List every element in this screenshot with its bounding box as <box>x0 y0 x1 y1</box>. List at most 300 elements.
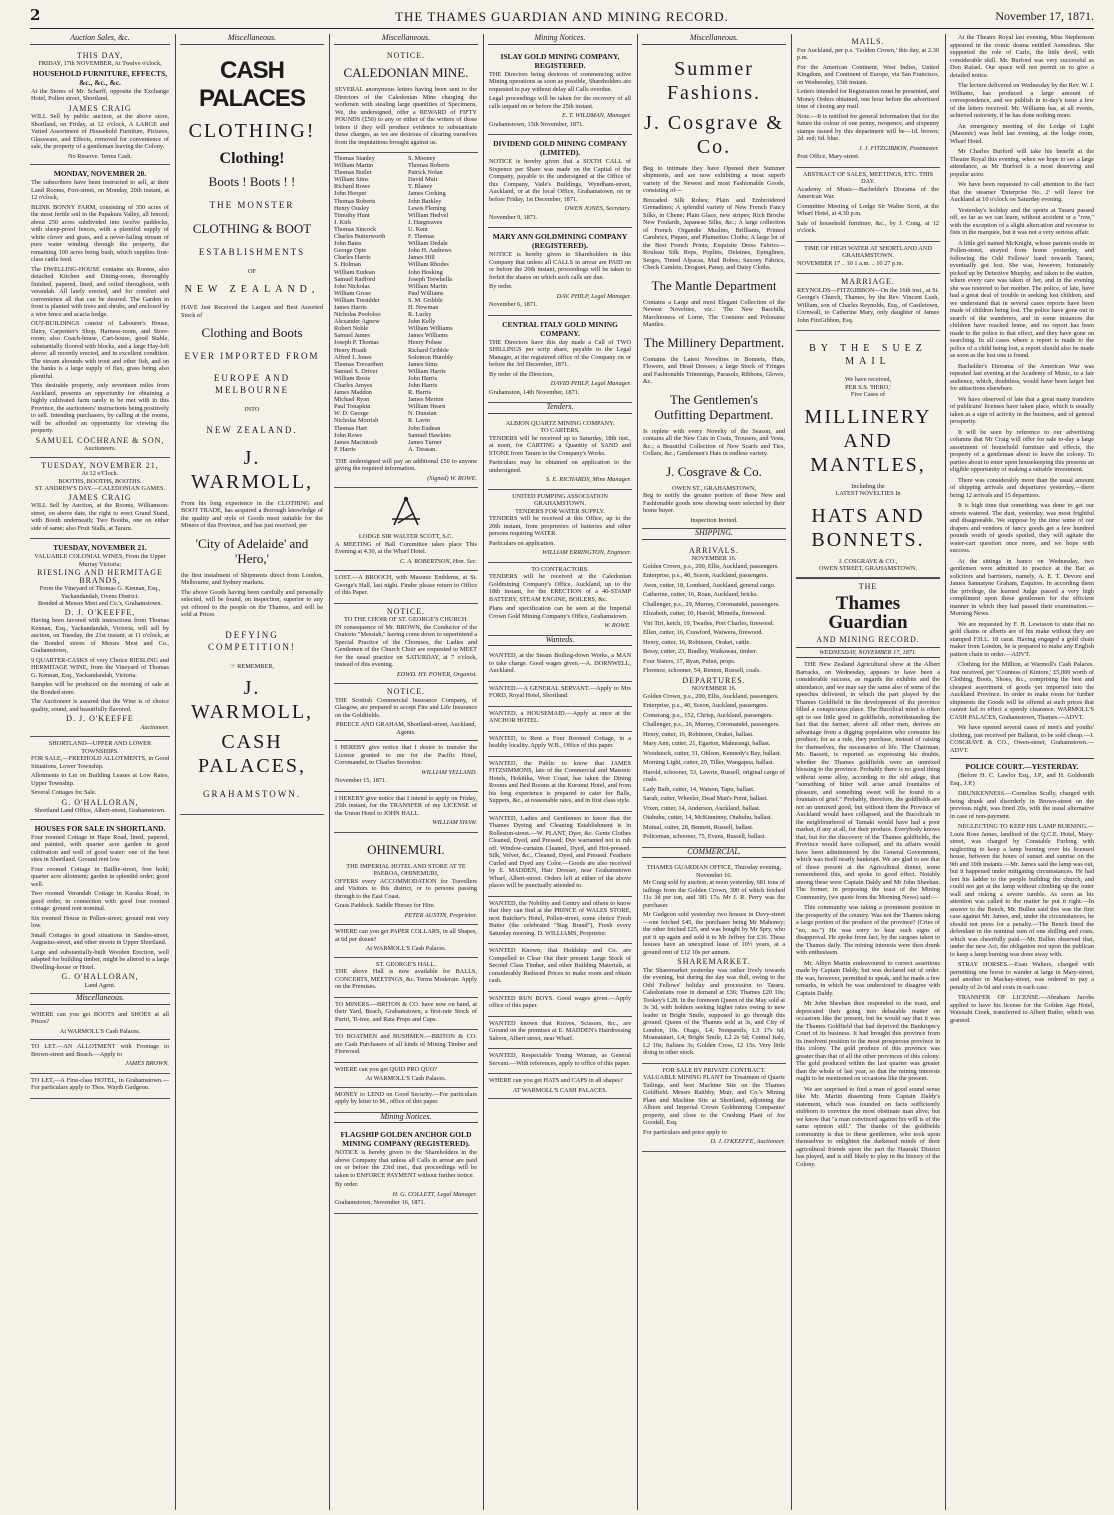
ad-heading: ABSTRACT OF SALES, MEETINGS, ETC. THIS DAY. <box>802 170 934 185</box>
advertisement <box>642 861 786 1064</box>
advertisement <box>488 992 632 1017</box>
ad-text: THE above Hall is now available for BALLS, CONCERTS, MEETINGS, &c. Terms Moderate. Apply on the Premises. <box>335 968 477 991</box>
ad-text: Golden Crown, p.s., 200, Ellis, Auckland, passengers. <box>643 562 779 570</box>
ad-signature: DAV. PHILP, Legal Manager. <box>556 292 631 300</box>
signatory-name: S. M. Gribble <box>408 296 443 304</box>
ad-heading: AT WARMOLL'S CASH PALACES. <box>512 1086 608 1094</box>
signatory-name: R. Lucky <box>408 311 432 319</box>
ad-heading: THAMES GUARDIAN OFFICE, Thursday evening, November 16. <box>646 864 782 879</box>
ad-text: The above Goods having been carefully and personally selected, will be found, on inspection, superior to any yet offered to the people on the Thames, and will be sold at Prices <box>181 588 323 618</box>
ad-heading: MARRIAGE. <box>841 277 895 286</box>
ad-text: WANTED, Respectable Young Woman, as General Servant.—With references, apply to office of this paper. <box>489 1052 631 1067</box>
ad-heading: NOVEMBER 16. <box>691 685 737 692</box>
ad-signature: C. A. ROBERTSON, Hon. Sec. <box>399 557 477 565</box>
signatory-name: William Tresidder <box>334 296 380 304</box>
section-heading: Wanteds. <box>488 636 632 647</box>
news-paragraph: TRANSFER OF LICENSE.—Abraham Jacobs applied to have his license for the Golden Age Hotel, Waiotahi Creek, transferred to Albert Butler, which was granted. <box>950 994 1094 1024</box>
ad-text: Catherine, cutter, 16, Roan, Auckland, bricks. <box>643 591 758 598</box>
signatory-name: John Harris <box>408 382 438 389</box>
ad-heading: At 12 o'Clock. <box>81 470 119 477</box>
ad-text: OUT-BUILDINGS consist of Labourer's House, Dairy, Carpenter's Shop, Harness-room, and Store-room; also Coach-house, Cart-house, good Stable, substantially floored with blocks, and a large Hay-loft above: all recently erected, and in excellent condition. The stream abounds with trout and other fish, and on the banks is a large supply of flax, grass being also plentiful. <box>31 320 169 380</box>
ad-heading: ☞ REMEMBER, <box>229 662 275 670</box>
editorial-the: THE <box>858 581 878 591</box>
signatory-name: John Nicholas <box>334 282 370 290</box>
signatory-name: William Rosie <box>334 374 371 382</box>
ad-heading: NOTICE. <box>386 606 426 616</box>
ad-text: Brocaded Silk Robes; Plain and Embroidered Grenadines; A splendid variety of New French Fancy Silks, in Chene; Plain Glace, new stripes; Rich Broche New Foulards, Japanese Silks, &c.; A large collection of French Organdie Muslins, Brilliants, Printed Cambrics, Piques, and Plumetties Cloths; A large lot of the Best French Prints; Exquisite Dress Fabrics—Rouleau Silk Reps, Poplins, Delaines, Epinglines, Serges, Tinted Alpacas, Mail Robes; Saxony Fabrics, Check Camlets; Droguet, Pansy, and Daisy Cloths. <box>643 196 785 271</box>
section-heading: Miscellaneous. <box>180 34 324 45</box>
ad-text: This desirable property, only seventeen miles from Auckland, presents an opportunity for obtaining a highly cultivated farm rarely to be met with in this Province, the auctioneers' instructions being positively to sell. Intending purchasers, by calling at the rooms, will be afforded an opportunity for viewing the property. <box>31 382 169 434</box>
signatory-name: S. Mooney <box>408 155 436 162</box>
section-heading: Mining Notices. <box>488 34 632 45</box>
ad-text: Four roomed Cottage in Hape Road, lined, papered, and painted, with quarter acre garden in good cultivation and well of good water: one of the best sites in Shortland. Ground rent low. <box>31 833 169 863</box>
ad-text: The DWELLING-HOUSE contains six Rooms, also detached Kitchen and Dining-room, thoroughly finished, papered, lined, and ceiled throughout, with verandah. All lately erected, and for comfort and convenience all that can be desired. The Garden in front is planted with trees and shrubs, and enclosed by a wire fence and acacia hedge. <box>31 265 169 318</box>
signatory-name: Henry Polsue <box>408 339 443 347</box>
signatory-name: John H. Andrews <box>408 247 452 255</box>
ad-text: WANTED, to Rent a Four Roomed Cottage, in a healthy locality. Apply W.B., Office of this paper. <box>489 734 631 749</box>
advertisement <box>30 737 170 820</box>
signatory-name: Thomas Stanley <box>334 155 375 162</box>
signatory-name: William Dedale <box>408 240 448 248</box>
news-paragraph: At the sittings in banco on Wednesday, two gentlemen were admitted to practice at the Bar as solicitors and barristers, namely, A. E. T. Devore and James Sannatyne Graham, Esquires. In according them the privilege, the learned Judge passed a very high compliment upon these gentlemen for the efficient manner in which they had passed their examination.—Morning News. <box>950 557 1094 617</box>
advertisement <box>334 1030 478 1063</box>
ad-text: WANTED Known, that Holdship and Co. are Compelled to Clear Out their present Large Stock of Second Class Timber, and other Building Materials, at considerably Reduced Prices to make room and obtain cash. <box>489 947 631 984</box>
ad-heading: ST. GEORGE'S HALL. <box>375 960 437 968</box>
ad-heading: OHINEMURI. <box>367 841 445 857</box>
signatory-name: James Hill <box>408 254 435 262</box>
signatory-name: Richard Gribble <box>408 346 449 354</box>
news-paragraph: (Before H. C. Lawlor Esq., J.P., and H. Goldsmith Esq., J.P.) <box>950 772 1094 787</box>
editorial-subtitle: AND MINING RECORD. <box>816 635 920 644</box>
ad-text: By order. <box>335 1181 359 1189</box>
advertisement <box>30 539 170 737</box>
ad-text: NOTICE is hereby given to the Shareholders in the above Company that unless all Calls in arrear are paid on or before the 23rd inst., that proceedings will be taken to ENFORCE PAYMENT without further notice. <box>335 1149 477 1179</box>
ad-text: Academy of Music—Bachelder's Diorama of the American War. <box>797 185 939 200</box>
ad-text: Mary Ann, cutter, 21, Egarton, Mahurangi, ballast. <box>643 740 771 747</box>
ad-heading: UNITED PUMPING ASSOCIATION GRAHAMSTOWN. <box>512 492 608 507</box>
signatory-name: William Hedvel <box>408 211 449 219</box>
ad-text: Four roomed Cottage in Baillie-street, free hold; quarter acre allotment; garden in splendid order; good well. <box>31 865 169 888</box>
ad-text: TO MINERS.—BRITON & CO. have now on hand, at their Yard, Beach, Grahamstown, a first-rate Stock of Puriri, Ti-tree, and Rata Props and Caps. <box>335 1000 477 1023</box>
column-5 <box>642 34 786 1510</box>
ad-heading: J. Cosgrave & Co. <box>644 111 784 158</box>
ad-heading: SAMUEL COCHRANE & SON, <box>35 435 165 445</box>
ad-text: Committee Meeting of Lodge Sir Walter Scott, at the Wharf Hotel, at 4.30 p.m. <box>797 202 939 217</box>
ad-heading: D. J. O'KEEFFE <box>66 714 134 723</box>
ad-text: Large and substantially-built Wooden Erection, well adapted for building timber, might be altered to a large Dwelling-house or Hotel. <box>31 948 169 971</box>
advertisement <box>642 48 786 530</box>
ad-text: Allotments to Let on Building Leases at Low Rates, Upper Township. <box>31 772 169 787</box>
ad-signature: PETER AUSTIN, Proprietor. <box>404 911 477 919</box>
signatory-name: Samuel Hawkins <box>408 431 451 439</box>
ad-text: Beg to notify the greater portion of these New and Fashionable goods now showing were selected by their home buyer. <box>643 492 785 514</box>
signatory-name: James Harris <box>334 303 367 311</box>
signatory-name: U. Kent <box>408 225 428 233</box>
ad-signature: JAMES BROWN. <box>125 1060 169 1067</box>
ad-text: The Sharemarket yesterday was rather lively towards the evening, but during the day was dull, owing to the Odd Fellows' holiday and procession to Tararu. Caledonians rose in demand at £36; Thames £20 10s; Tookey's L28. In the forenoon Queen of the May sold at 3s 3d, with holders seeking higher rates owing to new leader in Bright Smile, supposed to go through this ground. Queen of the Thames sold at 3s, and City of London, 10s. Otago, L4; Nonpareils, L3 17s 6d; Moanataiari, L4; Bright Smile, L2 2s 6d; Central Italy, L2 10s; Italians 3s; Golden Cross, 12 15s. Very little doing in other stock. <box>643 966 785 1056</box>
ad-text: THE Directors being desirous of commencing active Mining operations as soon as possible, Shareholders are requested to pay without delay all Calls overdue. <box>489 70 631 93</box>
ad-heading: CASH PALACES <box>199 56 305 112</box>
ad-heading: Land Agent. <box>84 981 116 989</box>
column-rule <box>175 34 176 1510</box>
signatory-name: John Kelly <box>408 318 436 326</box>
ad-text: WHERE can you get BOOTS and SHOES at all Prices? <box>31 1010 169 1025</box>
ad-heading: J. WARMOLL, <box>190 677 314 723</box>
ad-text: the first instalment of Shipments direct from London, Melbourne, and Sydney markets. <box>181 571 323 586</box>
signatory-name: R. Lavin <box>408 417 431 425</box>
news-paragraph: Bachelder's Diorama of the American War was repeated last evening at the Academy of Music, to a fair audience, which, doubtless, would have been larger but for attractions elsewhere. <box>950 362 1094 392</box>
ad-text: WANTED RUN BOYS. Good wages given.—Apply office of this paper. <box>489 994 631 1009</box>
news-paragraph: A little girl named McKnight, whose parents reside in Pollen-street, strayed from home yesterday, and following the Odd Fellows' band towards Tararu, eventually got lost. She was, however, fortunately picked up by Detective Murphy, and taken to the station, where every care was taken of her, and in the evening she was restored to her mother. The police, of late, have had a great deal of trouble in seeking lost children, and we understand that in several cases reports have been made of children being lost. The police have gone out in search of the wanderers, and in some instances the children have reached home, and no report has been made to the police to that effect, and they have gone on searching. In all cases where a report is made to the police of a child being lost, a report should also be made as soon as the lost one is found. <box>950 239 1094 359</box>
advertisement <box>334 1063 478 1088</box>
ad-heading: The Mantle Department <box>651 277 777 293</box>
advertisement <box>796 242 940 275</box>
ad-heading: EUROPE AND MELBOURNE <box>213 373 291 395</box>
ad-text: I HEREBY give notice that I desire to transfer the License granted to me for the Pacific Hotel, Coromandel, to Charles Snowdon. <box>335 744 477 767</box>
signatory-name: John Hosking <box>408 268 443 276</box>
ad-signature: DAVID PHILP, Legal Manager. <box>550 380 631 387</box>
ad-heading: Including the <box>851 482 885 490</box>
ad-signature: S. E. RICHARDS, Mine Manager. <box>546 476 631 483</box>
signatory-name: N. Dunstan <box>408 410 437 418</box>
column-3 <box>334 34 478 1510</box>
signatory-name: Henry Ousley <box>334 204 370 212</box>
column-rule <box>637 34 638 1510</box>
ad-text: Legal proceedings will be taken for the recovery of all calls unpaid on or before the 25th instant. <box>489 95 631 110</box>
ad-heading: CLOTHING! <box>188 119 316 142</box>
column-2 <box>180 34 324 1510</box>
advertisement <box>334 833 478 926</box>
ad-heading: CENTRAL ITALY GOLD MINING COMPANY. <box>502 319 618 338</box>
advertisement <box>488 228 632 316</box>
signatory-name: James Turner <box>408 438 442 446</box>
signatory-name: James Williams <box>408 332 448 340</box>
ad-text: THE Scottish Commercial Insurance Company, of Glasgow, are prepared to accept Fire and Life Insurance on the Goldfields. <box>335 696 477 719</box>
news-paragraph: An emergency meeting of the Lodge of Light (Masonic) was held last evening, at the lodge room, Wharf Hotel. <box>950 122 1094 145</box>
news-paragraph: There was considerably more than the usual amount of shipping arrivals and departures yesterday,—there being 12 arrivals and 15 departures. <box>950 476 1094 499</box>
signatory-name: Alfred J. Jones <box>334 353 372 361</box>
ad-heading: BY THE SUEZ MAIL <box>809 343 927 367</box>
ad-heading: LATEST NOVELTIES In <box>835 490 901 497</box>
ad-text: TO LET,—A First-class HOTEL, in Grahamstown.—For particulars apply to Thos. Wayth Gudgeon. <box>31 1076 169 1091</box>
newspaper-title: THE THAMES GUARDIAN AND MINING RECORD. <box>395 9 729 24</box>
signatory-name: James Macintosh <box>334 438 378 446</box>
ad-heading: INTO <box>244 406 260 413</box>
signatory-name: Alexander Agnew <box>334 318 380 326</box>
ad-signature: H. G. COLLETT, Legal Manager. <box>392 1190 477 1198</box>
advertisement <box>334 792 478 833</box>
section-heading: COMMERCIAL. <box>642 848 786 859</box>
ad-heading: Clothing! <box>219 149 285 167</box>
ad-heading: Summer Fashions. <box>666 57 762 104</box>
ad-text: Otahuhu, cutter, 14, McKinninny, Otahuhu, ballast. <box>643 814 773 821</box>
ad-heading: At WARMOLL'S Cash Palaces. <box>365 1075 447 1083</box>
ad-text: WANTED.—A GENERAL SERVANT.—Apply to Mrs FORD, Royal Hotel, Shortland. <box>489 684 631 699</box>
ad-text: Small Cottages in good situations in Sandes-street, Augustus-street, and other streets in Upper Shortland. <box>31 931 169 946</box>
news-paragraph: NEGLECTING TO KEEP HIS LAMP BURNING.—Louis Rose James, landlord of the Q.C.E. Hotel, Mary-street, was charged by Constable Furlong with neglecting to keep a lamp burning over his licensed house, between the hours of sunset and sunrise on the 9th and 10th instants.—Mr. James said the lamp was out, but it happened under mitigating circumstances. He had lent his ladder to the people building the church, and could not get at the lamp without climbing up the outer wall and risking a severe tumble. As soon as his attention was called to the matter he put it right.—In answer to the Bench, Mr. Bullen said this was the first case against Mr. James, and, under the circumstances, he should not press for a penalty.—The Bench fined the defendant in the nominal sum of one shilling and costs, which was cheerfully paid.—Mr. Bullen observed that, under the new Act, the obligation rest upon the publican to keep a lamp burning was done away with. <box>950 823 1094 958</box>
news-paragraph: At the Theatre Royal last evening, Miss Stephenson appeared in the comic drama entitled Asmodeus. She supported the role of Carlo, the little devil, with considerable skill. Mr. Burford was very successful as Don Rafael. Our space will not permit us to give a detailed notice. <box>950 34 1094 79</box>
advertisement <box>488 757 632 812</box>
ad-heading: THIS DAY, <box>76 50 124 60</box>
ad-text: November 9, 1871. <box>489 213 538 221</box>
signatory-name: Michael Ryan <box>334 396 370 404</box>
news-paragraph: DRUNKENNESS.—Cornelius Scully, charged with being drunk and disorderly in Brown-street on the previous night, was fined 20s, with the usual alternative in case of non-payment. <box>950 790 1094 820</box>
ad-text: Mr Craig sold by auction, at noon yesterday, 681 tons of tailings from the Golden Crown, 300 of which fetched 11s 3d per ton, and 381 17s. Mr J. R. Perry was the purchaser. <box>643 879 785 909</box>
section-heading: Tenders. <box>488 403 632 414</box>
signatory-name: A. Treasan. <box>408 445 437 453</box>
ad-heading: At WARMOLL'S Cash Palaces. <box>365 945 447 953</box>
editorial-paragraph: THE New Zealand Agricultural show at the Albert Barracks, on Wednesday, appears to have been a considerable success, as regards the exhibits and the attendance, and we may say the same also of some of the speeches delivered, in which the part played by the Thames Goldfield in the development of the province filled a conspicuous place. The Bucolical mind is often apt to see little good in goldfields, notwithstanding the fact that the farmer, above all other men, derives an advantage from a digging population who consume his produce; for as a rule, they purchase, instead of raising for themselves, the necessaries of life. The Chairman, Mr. Bassett, is reported as expressing his doubts, whether the Thames goldfields were an unmixed blessing to the province. Probably there is no good thing without some alloy, according to the old adage, that "something of bitter will arise amid fountains of pleasure, and something sweet will be found in a fountain of grief." Probably, therefore, the goldfields are not an unmixed good, but without them the Province of Auckland would have collapsed, and the Bucolicals in the neighbourhood of Tamaki would have had a poor market, if any at all, for their produce. Everybody knows that, but for the discovery of the Thames goldfields, the Province would have collapsed, and its affairs would have been administered by the General Government, which was itself nearly bankrupt. We are glad to see that of those present at the Agricultural dinner, some remembered this, and spoke to good effect. Notably among these were Captain Daldy and Mr John Sheehan. The former, in proposing the toast of the Mining Community, (we quote from the Morning News) said:— <box>796 661 940 901</box>
ad-text: WHERE can you get PAPER COLLARS, in all Shapes, at 6d per dozen? <box>335 928 477 943</box>
editorial-paragraph: We are surprised to find a man of good sound sense like Mr. Martin dissenting from Captain Daldy's statement, which was founded on facts sufficiently stubborn to convince the most obstinate man alive; but we know that "a man convinced against his will is of the same opinion still." The thanks of the goldfields community is due to these gentlemen, who took upon themselves to enlighten the darkened minds of their agricultural friends upon the part the Hauraki District has played, and is still likely to play in the history of the Colony. <box>796 1085 940 1168</box>
signatory-name: William Harris <box>408 367 446 375</box>
ad-text: FOR SALE,—FREEHOLD ALLOTMENTS, in Good Situations, Lower Township. <box>31 755 169 770</box>
ad-text: LOST.—A BROOCH, with Masonic Emblems, at St. George's Hall, last night. Finder please return to Office of this Paper. <box>335 574 477 597</box>
ad-heading: OWEN STREET, GRAHAMSTOWN. <box>818 565 918 572</box>
ad-text: I HEREBY give notice that I intend to apply on Friday, 25th instant, for the TRANSFER of my LICENSE of the Union Hotel to JOHN HALL. <box>335 794 477 817</box>
advertisement <box>796 34 940 168</box>
ad-heading: NEW ZEALAND. <box>206 424 298 435</box>
news-paragraph: STRAY HORSES.—Esau Walters, charged with permitting one horse to wander at large in Mary-street, and another in Mackay-street, was ordered to pay a penalty of 2s 6d and costs in each case. <box>950 961 1094 991</box>
advertisement <box>334 741 478 792</box>
ad-text: Bessy, cutter, 23, Bradley, Waikawau, timber. <box>643 648 758 655</box>
ad-text: By order. <box>489 283 513 290</box>
ad-text: Henry, cutter, 16, Robinson, Orakei, cattle. <box>643 638 751 646</box>
advertisement <box>488 563 632 636</box>
ad-heading: At WARMOLL'S Cash Palaces. <box>59 1027 141 1035</box>
signatory-name: Nicholas Morrish <box>334 417 379 425</box>
signatory-name: Patrick Nolan <box>408 169 443 177</box>
signatory-name: James Merton <box>408 396 444 404</box>
signatory-name: William Sims <box>334 176 369 184</box>
ad-heading: SHAREMARKET. <box>677 957 751 966</box>
ad-text: 9 QUARTER-CASKS of very Choice RIESLING and HERMITAGE WINE, from the Vineyard of Thomas G. Kennan, Esq., Yackandandah, Victoria. <box>31 656 169 679</box>
ad-text: TO LET.—AN ALLOTMENT with Frontage to Brown-street and Beach.—Apply to <box>31 1043 169 1058</box>
ad-text: TENDERS will be received at this Office, up to the 20th instant, from proprietors of batteries and other persons requiring WATER. <box>489 515 631 537</box>
advertisement <box>334 925 478 958</box>
advertisement <box>488 897 632 945</box>
signatory-name: Charles Butterworth <box>334 233 386 241</box>
ad-text: By order of the Directors, <box>489 370 554 378</box>
ad-heading: From the Vineyard of Thomas G. Kennan, Esq., Yackandandah, Ovens District. <box>39 585 161 600</box>
ad-text: Plans and specification can be seen at the Imperial Crown Gold Mining Company's Office, Grahamstown. <box>489 605 631 620</box>
column-4 <box>488 34 632 1510</box>
ad-text: THE Directors have this day made a Call of TWO SHILLINGS per scrip share, payable to the Legal Manager, at the registered office of the Company on or before the 3rd December, 1871. <box>489 338 631 368</box>
ad-heading: MAILS. <box>851 37 885 46</box>
signatory-name: Lewis Fleming <box>408 204 446 212</box>
ad-text: WILL Sell by Auction, at the Rooms, Williamson-street, on above date, the right to erect Grand Stand, with Booth underneath; Two Booths, one on either side of same; also Fruit Stalls, at Tararu. <box>31 502 169 532</box>
advertisement <box>488 812 632 897</box>
ad-heading: ISLAY GOLD MINING COMPANY, REGISTERED. <box>500 51 620 70</box>
signatory-name: Samuel S. Driver <box>334 367 378 375</box>
signatory-name: John Hooper <box>334 190 367 198</box>
advertisement <box>30 458 170 540</box>
advertisement <box>30 1040 170 1074</box>
signatory-name: John Rowe <box>334 431 363 439</box>
signatory-name: Thomas Butler <box>334 169 372 177</box>
signatory-name: Charles Amyes <box>334 382 373 389</box>
ad-heading: Shortland Land Office, Albert-street, Grahamstown. <box>34 807 166 814</box>
signatory-name: John Bates <box>334 240 362 248</box>
ad-text: WHERE can you get QUID PRO QUO? <box>335 1065 438 1073</box>
ad-heading: G. O'HALLORAN, <box>61 972 139 981</box>
signatory-name: James Corking <box>408 190 446 198</box>
ad-heading: JAMES CRAIG <box>68 103 132 113</box>
advertisement <box>488 1074 632 1099</box>
news-paragraph: Yesterday's holiday and the sports at Tararu passed off, so far as we can learn, without accident or a "row," with the exception of a slight altercation and recourse to fists in the marquee, but it was not a very serious affair. <box>950 206 1094 236</box>
ad-text: Letters intended for Registration must be presented, and Money Orders obtained, one hour before the advertised time of closing any mail. <box>797 88 939 110</box>
ad-text: Grahamstown, 15th November, 1871. <box>489 120 584 128</box>
signatory-name: Timothy Hunt <box>334 211 370 219</box>
ad-heading: NOTICE. <box>386 50 426 60</box>
ad-heading: TUESDAY, NOVEMBER 21, <box>41 460 159 470</box>
ad-text: TENDERS will be received at the Caledonian Goldmining Company's Office, Auckland, up to the 18th instant, for the ERECTION of a 40-STAMP BATTERY, STEAM ENGINE, BOILERS, &c. <box>489 573 631 603</box>
ad-text: From his long experience in the CLOTHING and BOOT TRADE, has acquired a thorough knowledge of the quality and style of Goods most suitable for the Miners of this Province, and has just received, per <box>181 499 323 529</box>
signatory-name: F. Thomas <box>408 233 435 241</box>
ad-text: WANTED, a HOUSEMAID.—Apply at once at the ANCHOR HOTEL. <box>489 709 631 724</box>
editorial <box>796 578 940 1169</box>
ad-heading: G. O'HALLORAN, <box>61 797 139 807</box>
ad-heading: The Millinery Department. <box>643 334 785 350</box>
ad-text: SEVERAL anonymous letters having been sent to the Directors of the Caledonian Mine charging the workmen with stealing large quantities of Specimens, We, the undersigned, offer a REWARD of FIFTY POUNDS (£50) to any or either of the writers of those letters if they will produce evidence to substantiate those charges, as we are desirous of clearing ourselves from the imputations brought against us. <box>335 86 477 146</box>
ad-text: Ellen, cutter, 16, Crawford, Waiwera, firewood. <box>643 629 763 636</box>
signatory-name: Samuel Radford <box>334 275 376 283</box>
ad-signature: WILLIAM YELLAND. <box>421 768 477 776</box>
signatory-name: T. Blaney <box>408 183 433 191</box>
ad-heading: CASH PALACES, <box>197 731 307 777</box>
section-heading: SHIPPING. <box>642 529 786 540</box>
ad-heading: CALEDONIAN MINE. <box>343 65 469 80</box>
column-rule <box>791 34 792 1510</box>
ad-heading: NEW ZEALAND, <box>184 284 320 295</box>
ad-heading: MILLINERY AND MANTLES, <box>804 405 932 476</box>
ad-text: Challenger, p.s., 29, Murray, Coromandel, passengers. <box>643 600 780 608</box>
signatory-name: Thomas Trevarthen <box>334 360 384 368</box>
ad-heading: TUESDAY, NOVEMBER 21. <box>53 543 147 552</box>
signatory-name: Nicholas Poololoo <box>334 311 381 319</box>
ad-text: WANTED, the Public to know that JAMES FITZSIMMONS, late of the Commercial and Masonic Hotels, Hokitika, West Coast, has taken the Dining Rooms and Bed Rooms at the Kurunui Hotel, and from his long experience is prepared to cater for Balls, Suppers, &c., at reasonable rates, and in first class style. <box>489 759 631 804</box>
signatory-name: Paul Tonapkin <box>334 403 371 411</box>
ad-heading: Five Cases of <box>850 391 886 398</box>
signatory-name: James Sims <box>408 360 438 368</box>
ad-text: Grahamstown, November 16, 1871. <box>335 1199 426 1207</box>
ad-text: Harold, schooner, 53, Lawrie, Russell, original cargo of coals. <box>643 768 785 783</box>
ad-heading: Auctioneers. <box>84 445 116 452</box>
signatory-name: Joseph Trewhella <box>408 275 452 283</box>
section-heading: Miscellaneous. <box>334 34 478 45</box>
ad-heading: The Gentlemen's Outfitting Department. <box>654 391 774 422</box>
advertisement <box>30 165 170 458</box>
signatory-name: William Martin <box>334 162 374 170</box>
news-paragraph: The lecture delivered on Wednesday by the Rev. W. J. Williams, has produced a large amount of correspondence, and we publish in to-day's issue a few of the letters received. Mr. Williams has, at all events, achieved notoriety, if he has done nothing more. <box>950 82 1094 119</box>
ad-signature: WILLIAM SHAW. <box>432 819 477 827</box>
ad-signature: W. ROWE. <box>604 622 631 629</box>
column-rule <box>329 34 330 1510</box>
ad-heading: Boots ! Boots ! ! <box>208 173 296 189</box>
advertisement <box>30 1074 170 1099</box>
advertisement <box>30 1008 170 1041</box>
news-paragraph: We are requested by F. H. Lewisson to state that no gold chains or alberts are of his make without they are stamped F.H.L. 18 carat. Having engaged a gold chain maker from London, he is prepared to make any English pattern chain to order.—ADVT. <box>950 620 1094 658</box>
ad-heading: VALUABLE COLONIAL WINES, From the Upper Murray Victoria; <box>34 553 166 568</box>
editorial-paragraph: This community was taking a prominent position in the prosperity of the country. Was not the Thames taking a large portion of the produce of the province? (Cries of "no, no.") He was sorry to hear such signs of disapproval. He spoke from fact, by the cargoes taken to the Thames daily. The mining interests were then drunk with enthusiasm. <box>796 904 940 956</box>
ad-signature: J. J. FITZGIBBON, Postmaster. <box>858 144 939 152</box>
ad-heading: JAMES CRAIG <box>68 492 132 502</box>
ad-heading: NOVEMBER 16. <box>691 555 737 562</box>
ad-text: Is replete with every Novelty of the Season, and contains all the New Cuts in Coats, Trousers, and Vests, &c.; a Beautiful Collection of New Scarfs and Ties, Collars, &c.; Gentlemen's Hats in endless variety. <box>643 427 785 457</box>
signatory-name: George Opie <box>334 247 367 255</box>
ad-text: NOVEMBER 17 .. 10 1 a.m. .. 10 27 p.m. <box>797 259 904 267</box>
ad-text: November 6, 1871. <box>489 301 538 308</box>
ad-heading: OWEN ST., GRAHAMSTOWN, <box>672 484 756 492</box>
advertisement <box>334 488 478 571</box>
ad-heading: CLOTHING & BOOT <box>192 220 312 236</box>
ad-heading: TIME OF HIGH WATER AT SHORTLAND AND GRAHAMSTOWN. <box>804 244 932 259</box>
signatory-name: R. Harris <box>408 389 432 397</box>
ad-text: Post Office, Mary-street. <box>797 153 860 160</box>
ad-text: Avon, cutter, 18, Lombard, Auckland, general cargo. <box>643 581 776 589</box>
signatory-name: Samuel James <box>334 332 370 340</box>
news-paragraph: Clothing for the Million, at Warmoll's Cash Palaces. Just received, per 'Countess of Kintore,' £5,000 worth of Clothing, Boots, Shoes, &c., comprising the best and cheapest assortment of goods yet imported into the Auckland Province. In order to make room for further shipments the Goods will be offered at such prices that cannot fail to effect a speedy clearance. WARMOLL'S CASH PALACES, Grahamstown, Thames.—ADVT. <box>950 661 1094 721</box>
advertisement <box>642 1064 786 1152</box>
advertisement <box>796 168 940 242</box>
signatory-name: J. Hargreaves <box>408 218 443 226</box>
ad-heading: No Reserve. Terms Cash. <box>68 152 132 160</box>
ad-heading: ESTABLISHMENTS <box>198 246 306 257</box>
signatory-name: William Martin <box>408 282 448 290</box>
section-heading: Auction Sales, &c. <box>30 34 170 45</box>
ad-text: THE undersigned will pay an additional £50 to anyone giving the required information. <box>335 457 477 473</box>
ad-heading: DEFYING COMPETITION! <box>208 629 296 652</box>
ad-heading: MONDAY, NOVEMBER 20. <box>53 169 147 178</box>
ad-text: Four Sisters, 17, Ryan, Puhoi, props. <box>643 657 736 665</box>
ad-text: Comerang, p.s., 152, Chrisp, Auckland, passengers. <box>643 711 773 719</box>
ad-heading: Clothing and Boots <box>201 325 303 340</box>
ad-text: Contains a Large and most Elegant Collection of the Newest Novelties, viz.: The New Baschilk, Marchioness of Lorne, The Costume and Polonaise Mantles. <box>643 298 785 328</box>
signatory-name: William Rhodes <box>408 261 449 269</box>
ad-text: Elizabeth, cutter, 10, Harold, Mimeila, firewood. <box>643 610 767 617</box>
news-paragraph: It will be seen by reference to our advertising columns that Mr Craig will offer for sale to-day a large assortment of household furniture and effects, the property of a gentleman about to leave the colony. To parties about to enter upon housekeeping this presents an eligible opportunity of making a suitable investment. <box>950 428 1094 473</box>
ad-text: A MEETING of Ball Committee takes place This Evening at 4.30, at the Wharf Hotel. <box>335 540 477 556</box>
ad-heading: Bonded at Messrs Mest and Co.'s, Grahamstown. <box>37 600 163 607</box>
ad-heading: HOUSES FOR SALE IN SHORTLAND. <box>34 823 166 833</box>
police-court-heading: POLICE COURT.—YESTERDAY. <box>950 758 1094 771</box>
advertisement <box>488 732 632 757</box>
ad-text: Enterprise, p.s., 40, Sceon, Auckland, passengers. <box>643 572 769 579</box>
section-heading: Miscellaneous. <box>642 34 786 45</box>
ad-text: Note.—It is notified for general information that for the future the colour of one penny, twopence, and sixpenny stamps issued by this department will be—1d. brown; 2d. red; 6d. blue. <box>797 112 939 142</box>
editorial-nameplate: Thames Guardian <box>828 593 908 633</box>
ad-heading: J. Cosgrave & Co. <box>666 463 762 479</box>
signatory-name: W. D. George <box>334 410 369 418</box>
signatory-name: John Barkley <box>408 197 442 205</box>
advertisement <box>334 571 478 604</box>
news-paragraph: We have opened several cases of men's and youths' clothing, just received per Ballarat, to be sold cheap.—J. COSGRAVE & CO., Owen-street, Grahamstown.—ADVT. <box>950 724 1094 754</box>
editorial-paragraph: Mr John Sheehan then responded to the toast, and deprecated their going into debatable matter on occasions like the present, but he would say that it was the Thames Goldfield that had deprived the Bankruptcy Court of its business. It had brought this province from its insolvent position to the most prosperous province in this colony. The gold produce of this province was greater than that of all the other provinces of this colony. The gold produced within the last quarter was greater than the whole of last year, so that the mining interests ought to be mentioned on occasions like the present. <box>796 1000 940 1082</box>
signatory-name: Joseph P. Thomas <box>334 339 379 347</box>
editorial-paragraph: Mr. Albyn Martin endeavoured to correct assertions made by Captain Daldy, but was declared out of order. He was, however, permitted to speak, and he made a few remarks, in which he was understood to disagree with Captain Daldy. <box>796 959 940 997</box>
advertisement <box>488 1017 632 1050</box>
signatory-name: H. Newman <box>408 303 439 311</box>
ad-heading: D. J. O'KEEFFE, <box>64 607 136 617</box>
ad-text: Beg to intimate they have Opened their Summer shipments, and are now exhibiting a most superb variety of the Newest and most Fashionable Goods, consisting of— <box>643 164 785 194</box>
signatories-list <box>334 155 478 453</box>
masonic-compass-icon <box>386 495 426 529</box>
signatory-name: William Williams <box>408 325 453 333</box>
signatory-name: John Eudean <box>408 424 441 432</box>
column-rule <box>945 34 946 1510</box>
editorial-dateline: WEDNESDAY, NOVEMBER 17, 1871. <box>796 647 940 659</box>
signatory-name: Solomon Humbly <box>408 353 453 361</box>
